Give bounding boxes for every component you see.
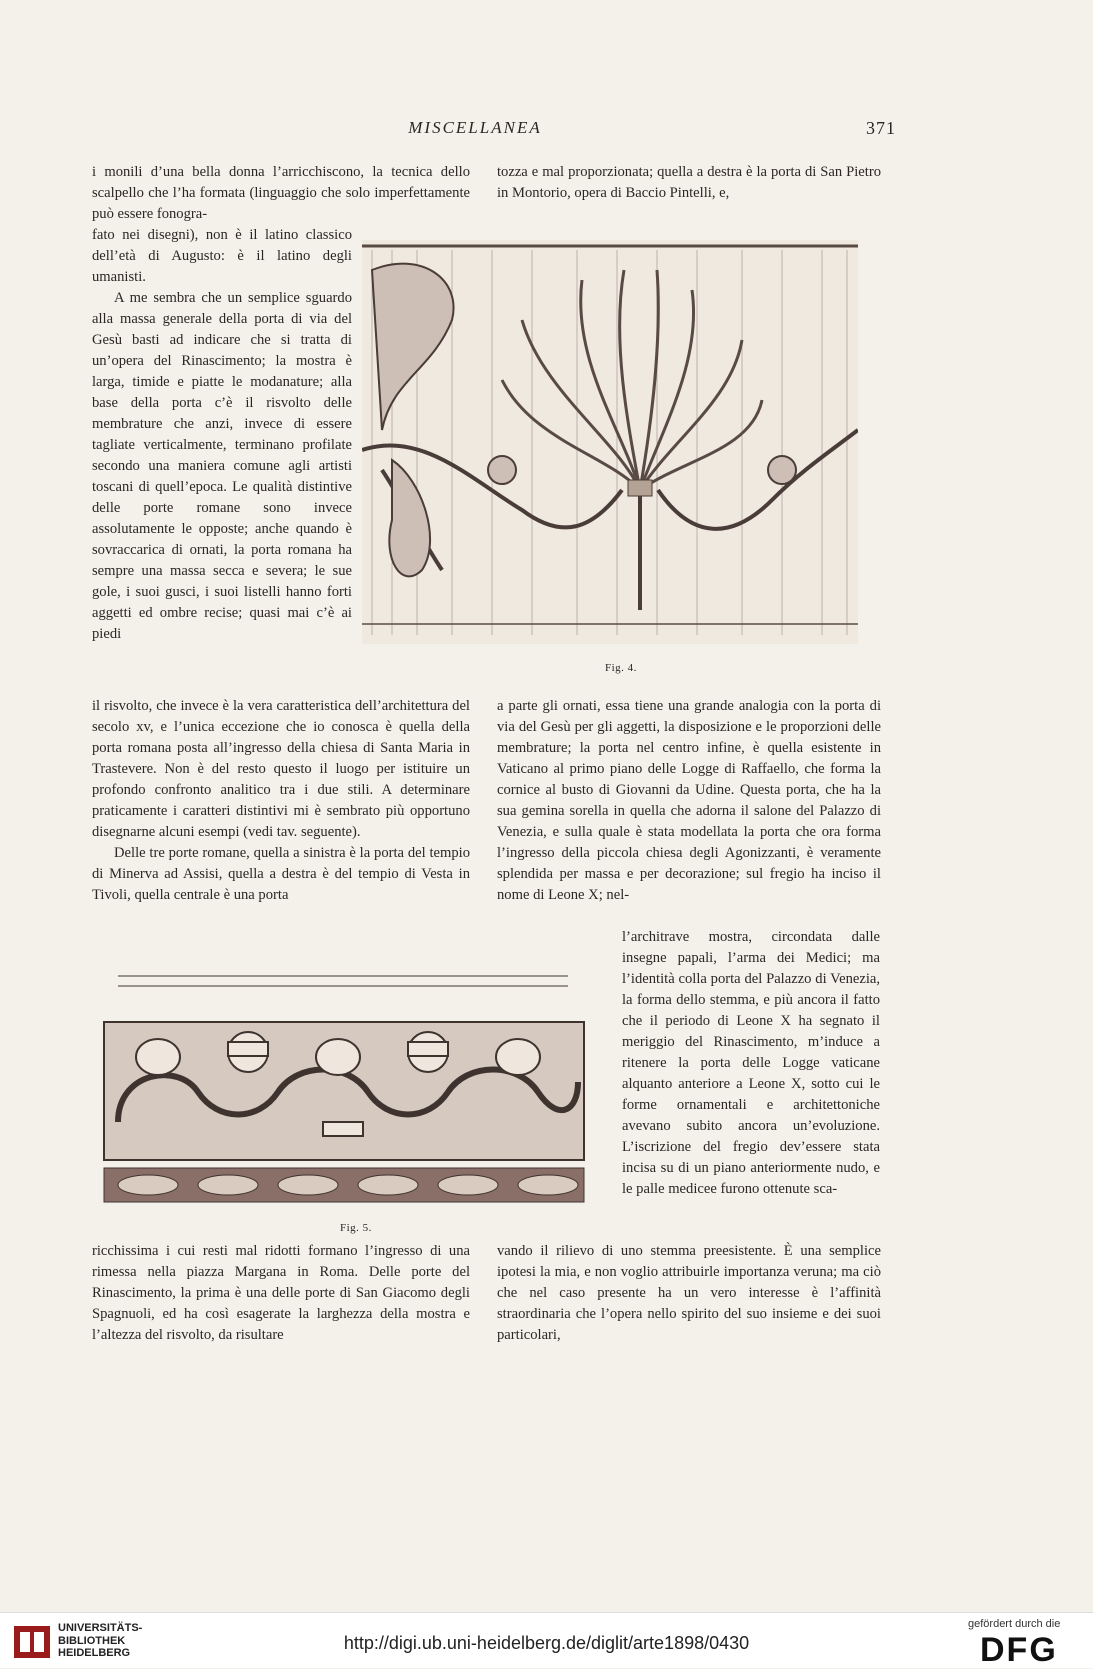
- text-mid-right: [497, 696, 881, 906]
- dfg-logo: DFG: [980, 1631, 1058, 1669]
- paragraph: l’architrave mostra, circondata dalle insegne papali, l’arma dei Medici; ma l’identità colla porta del Palazzo di Venezia, la forma dello stemma, e più ancora il fatto che il periodo di Leone X ha segnato il meriggio del Rinascimento, m’induce a ritenere la porta delle Logge vaticane alquanto anteriore a Leone X, sotto cui le forme ornamentali e architettoniche avevano subito ancora un’evoluzione. L’iscrizione del fregio dev’essere stata incisa su di un piano anteriormente nudo, e le palle medicee furono ottenute sca-: [622, 929, 880, 1197]
- paragraph: vando il rilievo di uno stemma preesistente. È una semplice ipotesi la mia, e non voglio attribuirle importanza veruna; ma ciò che nel caso presente ha un vero interesse è l’affinità straordinaria che l’opera nello spirito del suo insieme e dei suoi particolari,: [497, 1243, 881, 1343]
- text-narrow-left: [92, 225, 352, 645]
- paragraph: fato nei disegni), non è il latino classico dell’età di Augusto: è il latino degli umanisti.: [92, 227, 352, 285]
- sponsor-label: gefördert durch die: [968, 1618, 1061, 1630]
- text-top-right: [497, 162, 881, 204]
- paragraph: Delle tre porte romane, quella a sinistra è la porta del tempio di Minerva ad Assisi, quella a destra è del tempio di Vesta in Tivoli, quella centrale è una porta: [92, 845, 470, 903]
- source-url-link[interactable]: http://digi.ub.uni-heidelberg.de/diglit/arte1898/0430: [343, 1633, 750, 1653]
- page-number: 371: [866, 118, 896, 138]
- text-top-left: [92, 162, 470, 225]
- library-line: HEIDELBERG: [58, 1647, 131, 1659]
- paragraph: A me sembra che un semplice sguardo alla massa generale della porta di via del Gesù basti ad indicare che si tratta di un’opera del Rinascimento; la mostra è larga, timide e piatte le modanature; alla base della porta c’è il risvolto delle membrature che anzi, invece di essere tagliate verticalmente, terminano profilate secondo una maniera comune agli artisti toscani di quell’epoca. Le qualità distintive delle porte romane sono invece assolutamente le opposte; anche quando è sovraccarica di ornati, la porta romana ha sempre una massa secca e severa; le sue gole, i suoi gusci, i suoi listelli hanno forti aggetti ed ombre recise; quasi mai c’è ai piedi: [92, 290, 352, 642]
- paragraph: tozza e mal proporzionata; quella a destra è la porta di San Pietro in Montorio, opera di Baccio Pintelli, e,: [497, 164, 881, 201]
- paragraph: i monili d’una bella donna l’arricchiscono, la tecnica dello scalpello che l’ha formata (linguaggio che solo imperfettamente può essere fonogra-: [92, 164, 470, 222]
- paragraph: a parte gli ornati, essa tiene una grande analogia con la porta di via del Gesù per gli aggetti, la disposizione e le proporzioni delle membrature; la porta nel centro infine, è quella esistente in Vaticano al primo piano delle Logge di Raffaello, che forma la cornice al busto di Giovanni da Udine. Questa porta, che ha la sua gemina sorella in quella che adorna il salone del Palazzo di Venezia, e sulla quale è stata modellata la porta che ora forma l’ingresso della piccola chiesa degli Agonizzanti, è veramente splendida per massa e per decorazione; sul fregio ha inciso il nome di Leone X; nel-: [497, 698, 881, 903]
- paragraph: ricchissima i cui resti mal ridotti formano l’ingresso di una rimessa nella piazza Margana in Roma. Delle porte del Rinascimento, la prima è una delle porte di San Giacomo degli Spagnuoli, ed ha così esagerate la larghezza della mostra e l’altezza del risvolto, da risultare: [92, 1243, 470, 1343]
- library-line: UNIVERSITÄTS-: [58, 1622, 143, 1634]
- figure-4-illustration: [362, 240, 858, 644]
- text-bottom-right: [497, 1241, 881, 1346]
- running-title: MISCELLANEA: [408, 118, 542, 137]
- figure-4-caption: Fig. 4.: [605, 662, 637, 674]
- figure-5-illustration: [98, 962, 590, 1216]
- paragraph: il risvolto, che invece è la vera caratteristica dell’architettura del secolo xv, e l’unica eccezione che io conosca è quella della porta romana posta all’ingresso della chiesa di Santa Maria in Trastevere. Non è del resto questo il luogo per istituire un profondo confronto analitico tra i due stili. A determinare praticamente i caratteri distintivi mi è sembrato più opportuno disegnarne alcuni esempi (vedi tav. seguente).: [92, 698, 470, 840]
- figure-5-caption: Fig. 5.: [340, 1222, 372, 1234]
- library-line: BIBLIOTHEK: [58, 1634, 126, 1647]
- text-mid-left: [92, 696, 470, 906]
- text-bottom-left: [92, 1241, 470, 1346]
- text-narrow-right: [622, 927, 880, 1200]
